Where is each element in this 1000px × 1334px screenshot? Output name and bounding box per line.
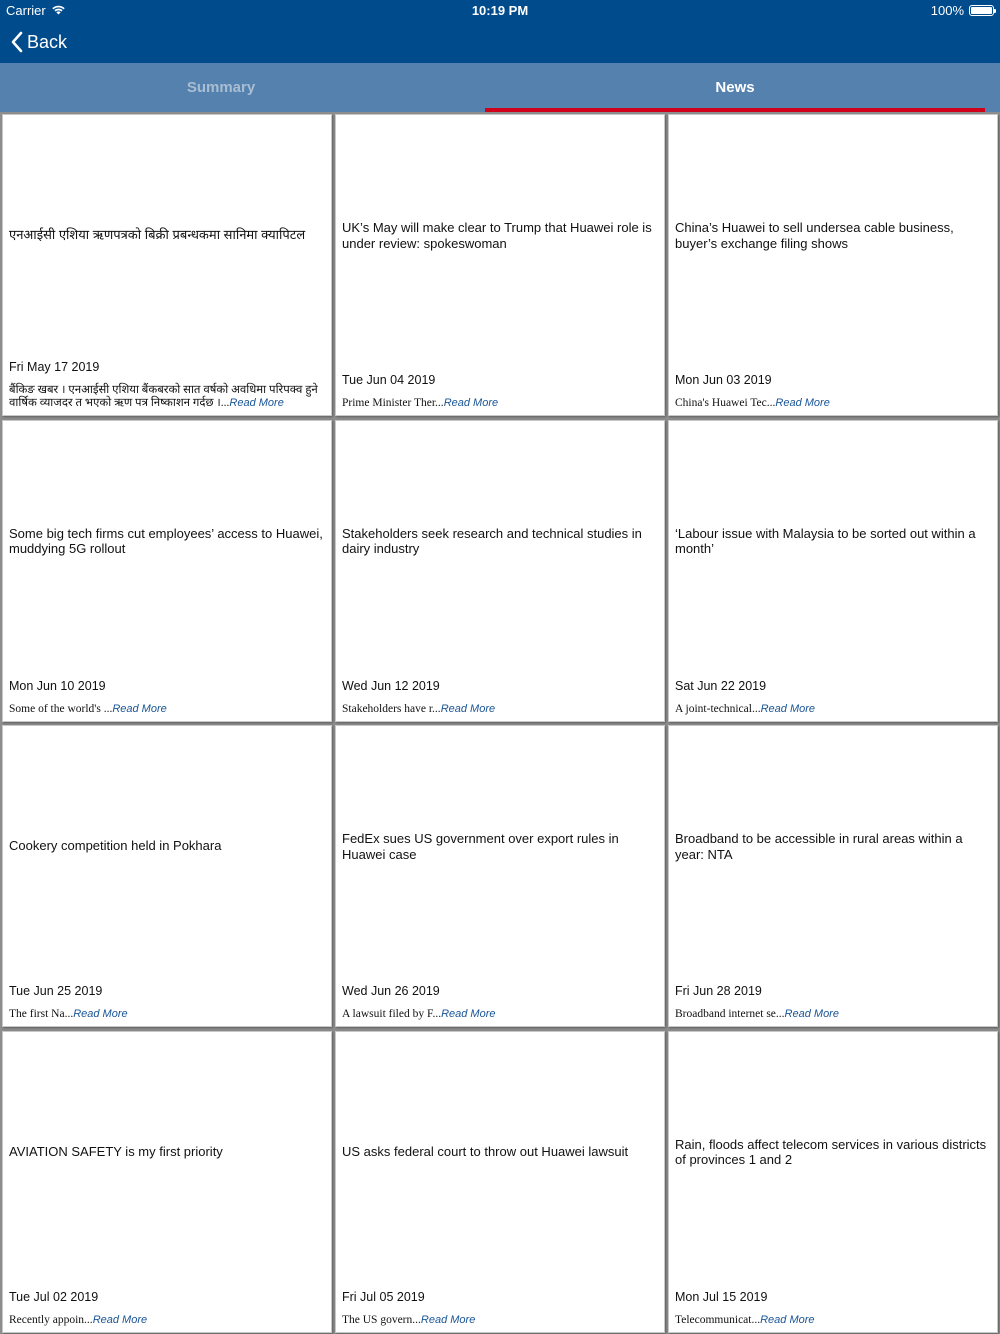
- news-snippet-text: Telecommunicat...: [675, 1313, 761, 1326]
- news-grid: [0, 112, 1000, 1334]
- news-snippet: [675, 1008, 991, 1021]
- news-date: Mon Jul 15 2019: [675, 1289, 768, 1304]
- read-more-link[interactable]: Read More: [760, 1313, 815, 1326]
- news-date: Fri May 17 2019: [9, 360, 100, 374]
- news-headline: Cookery competition held in Pokhara: [9, 838, 222, 853]
- news-card[interactable]: [2, 1031, 332, 1333]
- tab-summary[interactable]: [0, 63, 471, 112]
- news-headline: एनआईसी एशिया ऋणपत्रको बिक्री प्रबन्धकमा सानिमा क्यापिटल: [9, 227, 306, 242]
- news-headline: FedEx sues US government over export rules in Huawei case: [342, 831, 619, 862]
- news-snippet-text: The first Na...: [9, 1008, 74, 1020]
- news-card[interactable]: [668, 114, 998, 416]
- news-snippet-text: The US govern...: [342, 1313, 421, 1326]
- news-date: Tue Jul 02 2019: [9, 1289, 99, 1304]
- news-snippet: [9, 1314, 325, 1327]
- news-snippet: [342, 397, 658, 410]
- battery-percent: 100%: [930, 3, 964, 18]
- news-snippet-text: Stakeholders have r...: [342, 702, 441, 715]
- news-headline: Stakeholders seek research and technical studies in dairy industry: [342, 525, 642, 556]
- read-more-link[interactable]: Read More: [73, 1008, 128, 1020]
- news-date: Sat Jun 22 2019: [675, 678, 767, 693]
- news-date: Mon Jun 03 2019: [675, 373, 772, 387]
- read-more-link[interactable]: Read More: [420, 1313, 476, 1326]
- news-headline: US asks federal court to throw out Huawei lawsuit: [342, 1143, 629, 1159]
- news-snippet: [342, 1008, 658, 1021]
- status-bar: [0, 0, 1000, 22]
- news-date: Tue Jun 25 2019: [9, 984, 103, 998]
- read-more-link[interactable]: Read More: [760, 702, 816, 715]
- read-more-link[interactable]: Read More: [443, 397, 499, 409]
- news-date: Tue Jun 04 2019: [342, 373, 436, 387]
- news-snippet: [9, 384, 325, 410]
- news-date: Fri Jun 28 2019: [675, 984, 762, 998]
- read-more-link[interactable]: Read More: [440, 702, 496, 715]
- back-button[interactable]: [10, 28, 67, 56]
- news-date: Wed Jun 26 2019: [342, 984, 440, 998]
- news-card[interactable]: [335, 1031, 665, 1333]
- news-snippet-text: A joint-technical...: [675, 702, 761, 715]
- news-headline: Some big tech firms cut employees’ access to Huawei, muddying 5G rollout: [9, 525, 323, 556]
- chevron-left-icon: [10, 31, 23, 53]
- news-headline: Rain, floods affect telecom services in various districts of provinces 1 and 2: [675, 1136, 987, 1167]
- news-snippet-text: China's Huawei Tec...: [675, 397, 776, 409]
- news-snippet-text: Prime Minister Ther...: [342, 397, 444, 409]
- tab-news-label: News: [715, 79, 755, 96]
- news-snippet-text: Recently appoin...: [9, 1313, 93, 1326]
- news-headline: China’s Huawei to sell undersea cable business, buyer’s exchange filing shows: [675, 220, 954, 251]
- news-snippet: [342, 1314, 658, 1327]
- status-time: 10:19 PM: [471, 3, 529, 18]
- news-card[interactable]: [668, 1031, 998, 1333]
- news-headline: ‘Labour issue with Malaysia to be sorted out within a month’: [675, 525, 976, 556]
- news-snippet: [675, 703, 991, 716]
- news-headline: Broadband to be accessible in rural areas within a year: NTA: [675, 831, 963, 862]
- news-snippet-text: बैंकिङ खबर । एनआईसी एशिया बैंकबरको सात वर्षको अवधिमा परिपक्व हुने वार्षिक व्याजदर त भएको ऋण पत्र निष्काशन गर्दछ ।...: [9, 384, 318, 409]
- battery-indicator: [931, 3, 994, 18]
- read-more-link[interactable]: Read More: [784, 1008, 839, 1020]
- news-card[interactable]: [2, 420, 332, 722]
- news-card[interactable]: [335, 114, 665, 416]
- news-card[interactable]: [2, 725, 332, 1027]
- news-headline: UK’s May will make clear to Trump that Huawei role is under review: spokeswoman: [342, 220, 652, 251]
- news-date: Fri Jul 05 2019: [342, 1289, 425, 1304]
- segmented-tab-bar: [0, 63, 1000, 112]
- carrier-label: Carrier: [6, 3, 46, 18]
- news-snippet-text: Some of the world's ...: [9, 702, 113, 715]
- news-card[interactable]: [2, 114, 332, 416]
- tab-summary-label: Summary: [186, 79, 256, 96]
- news-snippet: [342, 703, 658, 716]
- read-more-link[interactable]: Read More: [775, 397, 830, 409]
- news-headline: AVIATION SAFETY is my first priority: [9, 1143, 223, 1159]
- read-more-link[interactable]: Read More: [441, 1008, 496, 1020]
- news-snippet: [9, 703, 325, 716]
- tab-news[interactable]: [485, 63, 985, 112]
- read-more-link[interactable]: Read More: [92, 1313, 148, 1326]
- battery-icon: [969, 5, 994, 16]
- news-card[interactable]: [335, 725, 665, 1027]
- news-snippet-text: Broadband internet se...: [675, 1008, 785, 1020]
- news-card[interactable]: [668, 420, 998, 722]
- news-date: Wed Jun 12 2019: [342, 678, 440, 693]
- read-more-link[interactable]: Read More: [112, 702, 167, 715]
- news-card[interactable]: [335, 420, 665, 722]
- navigation-bar: [0, 22, 1000, 63]
- news-snippet: [675, 1314, 991, 1327]
- news-card[interactable]: [668, 725, 998, 1027]
- back-label: Back: [27, 31, 68, 52]
- news-snippet-text: A lawsuit filed by F...: [342, 1008, 442, 1020]
- read-more-link[interactable]: Read More: [229, 397, 284, 409]
- news-snippet: [9, 1008, 325, 1021]
- news-snippet: [675, 397, 991, 410]
- news-date: Mon Jun 10 2019: [9, 678, 106, 693]
